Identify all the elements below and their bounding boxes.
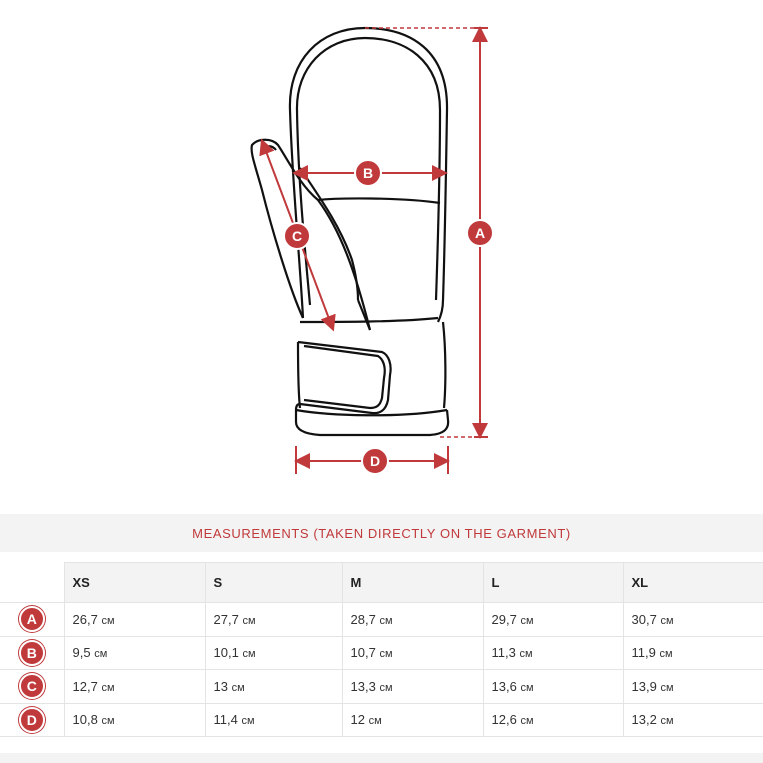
size-header: M <box>342 563 483 603</box>
measurement-value: 12,7 <box>72 678 98 694</box>
measurement-value: 9,5 <box>72 645 91 661</box>
measurement-value: 12,6 <box>491 712 517 728</box>
measurement-value: 10,7 <box>350 645 376 661</box>
measurement-cell <box>205 670 342 704</box>
badge-d <box>362 448 388 474</box>
measurement-unit: см <box>660 681 674 694</box>
row-label-cell <box>0 703 64 737</box>
measurement-unit: см <box>519 648 533 661</box>
measurement-value: 28,7 <box>350 611 376 627</box>
measurement-unit: см <box>101 681 115 694</box>
measurement-cell <box>623 670 763 704</box>
measurement-value: 13 <box>213 678 228 694</box>
measurement-unit: см <box>241 715 255 728</box>
table-row <box>0 670 763 704</box>
row-badge: C <box>19 673 45 699</box>
size-table-wrapper <box>0 562 763 737</box>
badge-a <box>467 220 493 246</box>
badge-b <box>355 160 381 186</box>
row-badge: B <box>19 640 45 666</box>
measurement-unit: см <box>520 715 534 728</box>
measurement-unit: см <box>379 614 393 627</box>
measurement-cell <box>623 703 763 737</box>
measurement-cell <box>205 703 342 737</box>
badge-b-label: B <box>362 165 374 181</box>
measurement-cell <box>205 603 342 637</box>
measurement-cell <box>64 636 205 670</box>
badge-a-label: A <box>474 225 486 241</box>
measurement-value: 11,9 <box>631 645 656 661</box>
measurement-unit: см <box>659 648 673 661</box>
measurement-unit: см <box>660 614 674 627</box>
size-table <box>0 562 763 737</box>
measurement-cell <box>342 636 483 670</box>
measurement-value: 13,9 <box>631 678 657 694</box>
measurement-unit: см <box>520 614 534 627</box>
measurement-unit: см <box>101 614 115 627</box>
table-row <box>0 636 763 670</box>
corner-cell <box>0 563 64 603</box>
measurement-cell <box>342 603 483 637</box>
size-header: S <box>205 563 342 603</box>
measurement-value: 11,4 <box>213 712 238 728</box>
measurement-value: 29,7 <box>491 611 517 627</box>
row-label-cell <box>0 603 64 637</box>
measurement-unit: см <box>379 648 393 661</box>
size-header: XL <box>623 563 763 603</box>
measurement-unit: см <box>231 681 245 694</box>
measurement-cell <box>483 603 623 637</box>
measurement-value: 26,7 <box>72 611 98 627</box>
measurement-unit: см <box>94 648 108 661</box>
size-header: XS <box>64 563 205 603</box>
measurement-value: 27,7 <box>213 611 239 627</box>
measurement-cell <box>342 670 483 704</box>
mitten-outline <box>252 28 449 435</box>
measurements-title-bar <box>0 514 763 552</box>
measurement-value: 13,3 <box>350 678 376 694</box>
measurement-cell <box>64 603 205 637</box>
measurement-unit: см <box>368 715 382 728</box>
table-row <box>0 603 763 637</box>
badge-d-label: D <box>369 453 381 469</box>
row-badge: D <box>19 707 45 733</box>
measurement-value: 11,3 <box>491 645 516 661</box>
row-label-cell <box>0 670 64 704</box>
measurement-value: 13,2 <box>631 712 657 728</box>
measurement-cell <box>342 703 483 737</box>
measurement-cell <box>483 703 623 737</box>
measurement-unit: см <box>520 681 534 694</box>
measurement-unit: см <box>101 715 115 728</box>
size-header-row <box>0 563 763 603</box>
measurement-value: 12 <box>350 712 365 728</box>
measurement-value: 10,1 <box>213 645 239 661</box>
measurement-cell <box>64 670 205 704</box>
table-row <box>0 703 763 737</box>
measurement-cell <box>64 703 205 737</box>
measurement-cell <box>623 636 763 670</box>
measurement-cell <box>483 636 623 670</box>
measurement-value: 30,7 <box>631 611 657 627</box>
badge-c <box>284 223 310 249</box>
measurement-unit: см <box>660 715 674 728</box>
measurement-value: 13,6 <box>491 678 517 694</box>
row-badge: A <box>19 606 45 632</box>
measurement-unit: см <box>242 614 256 627</box>
bottom-strip <box>0 753 763 763</box>
badge-c-label: C <box>291 228 303 244</box>
row-label-cell <box>0 636 64 670</box>
measurements-title: MEASUREMENTS (TAKEN DIRECTLY ON THE GARMENT) <box>192 525 571 541</box>
measurement-unit: см <box>242 648 256 661</box>
measurement-cell <box>205 636 342 670</box>
measurement-cell <box>483 670 623 704</box>
measurement-value: 10,8 <box>72 712 98 728</box>
measurement-unit: см <box>379 681 393 694</box>
measurement-cell <box>623 603 763 637</box>
size-header: L <box>483 563 623 603</box>
